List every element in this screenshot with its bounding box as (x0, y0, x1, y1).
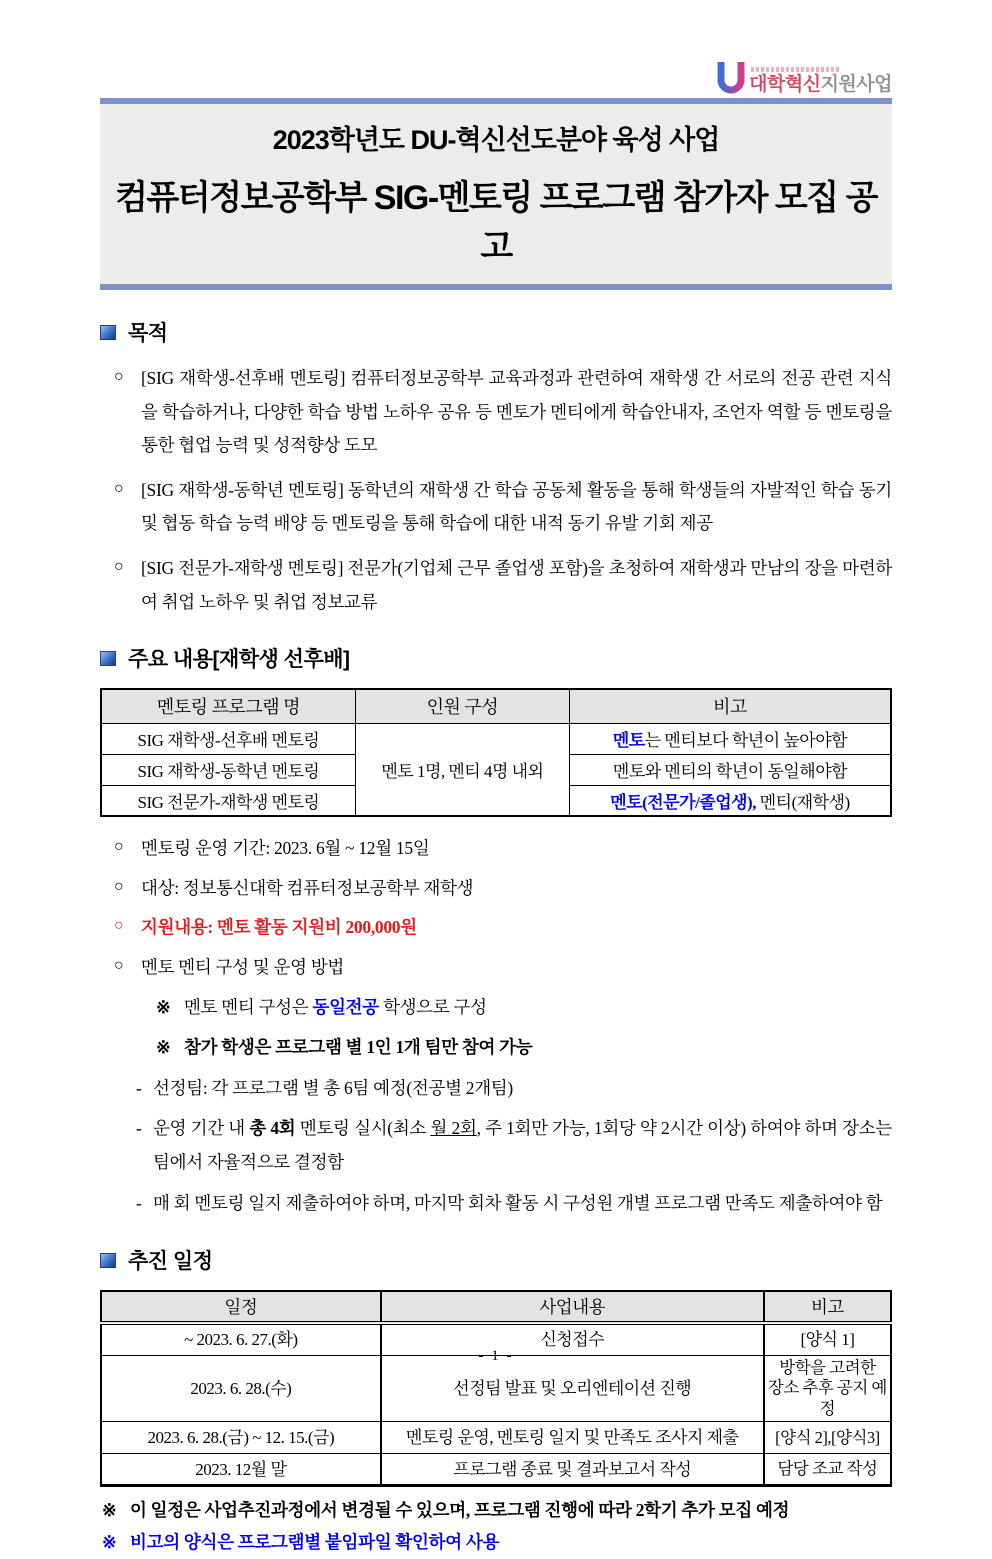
note-part: 멘토 멘티 구성은 (184, 996, 313, 1017)
note-highlight: 동일전공 (312, 996, 379, 1017)
note-text: 이 일정은 사업추진과정에서 변경될 수 있으며, 프로그램 진행에 따라 2학기 추가 모집 예정 (130, 1500, 790, 1521)
reference-mark: ※ (102, 1500, 117, 1521)
section-title: 목적 (128, 322, 168, 345)
bullet-text: [SIG 전문가-재학생 멘토링] 전문가(기업체 근무 졸업생 포함)을 초청하여 재학생과 만남의 장을 마련하여 취업 노하우 및 취업 정보교류 (141, 557, 892, 612)
date-cell: 2023. 12월 말 (101, 1454, 381, 1486)
dash-bullet: - (136, 1077, 142, 1098)
blue-square-icon (100, 651, 116, 666)
purpose-bullet-1 (100, 362, 892, 463)
logo-wordmark (749, 75, 892, 94)
remark-cell (764, 1355, 891, 1422)
schedule-row-3 (101, 1422, 891, 1454)
dash-bullet: - (136, 1192, 142, 1213)
section-heading-schedule (100, 1245, 892, 1275)
schedule-notes (100, 1495, 892, 1559)
remark-cell: [양식 2],[양식3] (764, 1422, 891, 1454)
schedule-row-2 (101, 1355, 891, 1422)
bullet-text: 멘토링 운영 기간: 2023. 6월 ~ 12월 15일 (141, 838, 430, 859)
logo-brand-main: 대학혁신 (749, 74, 821, 95)
date-cell: 2023. 6. 28.(금) ~ 12. 15.(금) (101, 1422, 381, 1454)
col-header-program-name: 멘토링 프로그램 명 (101, 689, 355, 723)
schedule-table-header-row (101, 1291, 891, 1323)
bullet-target (100, 872, 892, 906)
circle-bullet: ○ (114, 877, 124, 895)
section-heading-main-content (100, 643, 892, 673)
detail-report-submission (100, 1187, 892, 1221)
date-cell: 2023. 6. 28.(수) (101, 1355, 381, 1422)
program-name-cell: SIG 전문가-재학생 멘토링 (101, 785, 355, 816)
col-header-remark: 비고 (569, 689, 891, 723)
circle-bullet: ○ (114, 557, 124, 575)
reference-mark: ※ (156, 1037, 171, 1058)
note-text (184, 991, 892, 1025)
logo-brand-sub: 지원사업 (820, 74, 892, 95)
section-title: 추진 일정 (128, 1250, 213, 1274)
col-header-date: 일정 (101, 1291, 381, 1323)
detail-part: 멘토링 실시(최소 (295, 1118, 431, 1139)
circle-bullet: ○ (114, 838, 124, 856)
bullet-text: 멘토 멘티 구성 및 운영 방법 (141, 956, 345, 977)
page-number: - 1 - (478, 1348, 514, 1364)
remark-line: 방학을 고려한 (779, 1357, 876, 1377)
university-innovation-logo (716, 60, 892, 96)
bullet-method (100, 951, 892, 985)
col-header-content: 사업내용 (381, 1291, 764, 1323)
bullet-operation-period (100, 832, 892, 866)
bullet-text: [SIG 재학생-선후배 멘토링] 컴퓨터정보공학부 교육과정과 관련하여 재학생 간 서로의 전공 관련 지식을 학습하거나, 다양한 학습 방법 노하우 공유 등 멘토가 멘티에게 학습안내자, 조언자 역할 등 멘토링을 통한 협업 능력 및 성적향상 도모 (141, 368, 892, 456)
detail-part: , 주 1회만 가능, 1회당 약 2시간 이상) 하여야 하며 장소는 팀에서 자율적으로 결정함 (153, 1118, 892, 1172)
program-table-row-1 (101, 723, 891, 754)
blue-square-icon (100, 325, 116, 340)
remark-highlight: 멘토 (612, 731, 645, 751)
remark-cell: 담당 조교 작성 (764, 1454, 891, 1486)
schedule-note-1 (100, 1495, 892, 1527)
content-cell: 프로그램 종료 및 결과보고서 작성 (381, 1454, 764, 1486)
bullet-support (100, 911, 892, 945)
detail-session-schedule (100, 1112, 892, 1179)
content-cell: 선정팀 발표 및 오리엔테이션 진행 (381, 1355, 764, 1422)
detail-selected-teams (100, 1072, 892, 1106)
program-name-cell: SIG 재학생-동학년 멘토링 (101, 754, 355, 785)
content-cell: 신청접수 (381, 1323, 764, 1355)
content-cell: 멘토링 운영, 멘토링 일지 및 만족도 조사지 제출 (381, 1422, 764, 1454)
remark-cell (569, 785, 891, 816)
circle-bullet: ○ (114, 479, 124, 497)
col-header-remark: 비고 (764, 1291, 891, 1323)
remark-line: 장소 추후 공지 예정 (767, 1378, 887, 1418)
reference-mark: ※ (156, 996, 171, 1017)
logo-u-icon (716, 60, 746, 96)
detail-text: 매 회 멘토링 일지 제출하여야 하며, 마지막 회차 활동 시 구성원 개별 프로그램 만족도 제출하여야 함 (153, 1192, 883, 1213)
schedule-table (100, 1290, 892, 1487)
purpose-bullet-3 (100, 552, 892, 619)
title-box (100, 98, 892, 290)
remark-cell (569, 723, 891, 754)
note-one-team-only (100, 1031, 892, 1065)
remark-text: 멘티(재학생) (755, 792, 850, 812)
program-table (100, 688, 892, 817)
detail-text (153, 1112, 892, 1179)
detail-part: 운영 기간 내 (153, 1118, 250, 1139)
circle-bullet: ○ (114, 368, 124, 385)
schedule-note-2 (100, 1527, 892, 1559)
section-heading-purpose (100, 317, 892, 347)
section-title: 주요 내용[재학생 선후배] (128, 648, 350, 672)
bullet-text: 지원내용: 멘토 활동 지원비 200,000원 (141, 917, 417, 938)
logo-text (749, 67, 892, 96)
detail-text: 선정팀: 각 프로그램 별 총 6팀 예정(전공별 2개팀) (153, 1077, 513, 1098)
remark-highlight: 멘토(전문가/졸업생), (610, 792, 756, 812)
program-name-cell: SIG 재학생-선후배 멘토링 (101, 723, 355, 754)
note-same-major (100, 991, 892, 1025)
document-subtitle: 2023학년도 DU-혁신선도분야 육성 사업 (272, 125, 720, 155)
detail-bold: 총 4회 (249, 1118, 296, 1139)
note-part: 학생으로 구성 (378, 996, 487, 1017)
schedule-row-4 (101, 1454, 891, 1486)
col-header-composition: 인원 구성 (355, 689, 569, 723)
bullet-text: [SIG 재학생-동학년 멘토링] 동학년의 재학생 간 학습 공동체 활동을 통해 학생들의 자발적인 학습 동기 및 협동 학습 능력 배양 등 멘토링을 통해 학습에 대한 내적 동기 유발 기회 제공 (141, 479, 892, 534)
header-row (100, 54, 892, 96)
purpose-bullet-2 (100, 474, 892, 541)
remark-cell: [양식 1] (764, 1323, 891, 1355)
remark-text: 는 멘티보다 학년이 높아야함 (644, 731, 848, 751)
reference-mark: ※ (102, 1532, 117, 1553)
document-title: 컴퓨터정보공학부 SIG-멘토링 프로그램 참가자 모집 공고 (115, 179, 877, 266)
logo-microtext (751, 67, 839, 72)
note-text: 참가 학생은 프로그램 별 1인 1개 팀만 참여 가능 (184, 1037, 533, 1058)
program-table-header-row (101, 689, 891, 723)
composition-merged-cell: 멘토 1명, 멘티 4명 내외 (355, 723, 569, 816)
circle-bullet: ○ (114, 917, 124, 935)
bullet-text: 대상: 정보통신대학 컴퓨터정보공학부 재학생 (141, 877, 474, 898)
circle-bullet: ○ (114, 956, 124, 974)
remark-cell (569, 754, 891, 785)
date-cell: ~ 2023. 6. 27.(화) (101, 1323, 381, 1355)
blue-square-icon (100, 1253, 116, 1268)
note-text: 비고의 양식은 프로그램별 붙임파일 확인하여 사용 (130, 1532, 500, 1553)
dash-bullet: - (136, 1118, 142, 1139)
remark-text: 멘토와 멘티의 학년이 동일해야함 (612, 762, 848, 782)
detail-underline: 월 2회 (430, 1118, 477, 1139)
